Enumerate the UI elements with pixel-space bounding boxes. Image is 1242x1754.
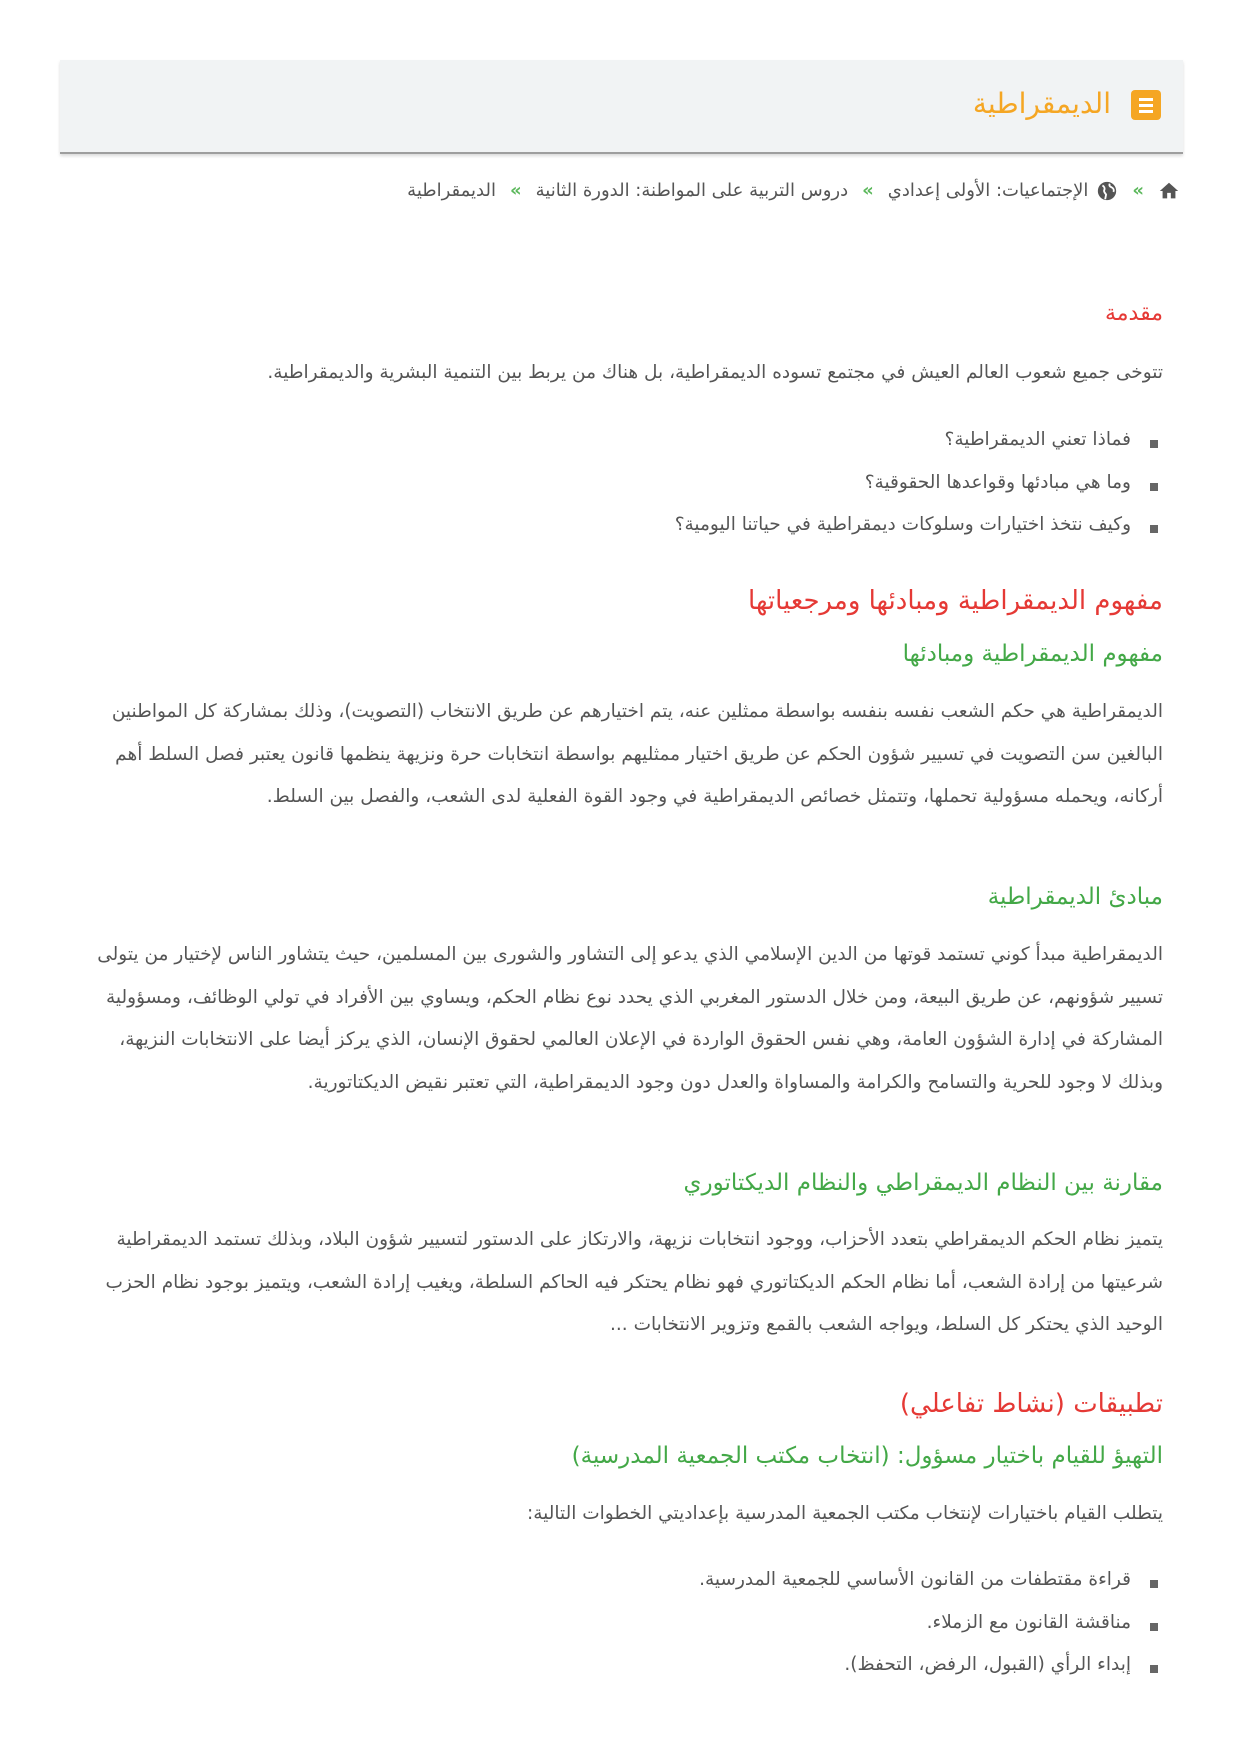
applications-heading: تطبيقات (نشاط تفاعلي) [899, 1389, 1163, 1419]
breadcrumb-separator: » [862, 180, 874, 201]
page-title: الديمقراطية [972, 87, 1111, 120]
principles-text: الديمقراطية مبدأ كوني تستمد قوتها من الدين الإسلامي الذي يدعو إلى التشاور والشورى بين المسلمين، حيث يتشاور الناس لإختيار من يتولى تسيير شؤونهم، عن طريق البيعة، ومن خلال الدستور المغربي الذي يحدد نوع نظام الحكم، ويساوي بين الأفراد في تولي الوظائف، ومسؤولية المشاركة في إدارة الشؤون العامة، وهي نفس الحقوق الواردة في الإعلان العالمي لحقوق الإنسان، الذي يركز أيضا على الانتخابات النزيهة، وبذلك لا وجود للحرية والتسامح والكرامة والمساواة والعدل دون وجود الديمقراطية، التي تعتبر نقيض الديكتاتورية. [97, 944, 1163, 1093]
home-icon[interactable] [1158, 180, 1180, 202]
list-item: مناقشة القانون مع الزملاء. [78, 1602, 1163, 1645]
intro-questions [78, 419, 1163, 547]
concept-text: الديمقراطية هي حكم الشعب نفسه بنفسه بواسطة ممثلين عنه، يتم اختيارهم عن طريق الانتخاب (التصويت)، وذلك بمشاركة كل المواطنين البالغين سن التصويت في تسيير شؤون الحكم عن طريق اختيار ممثليهم بواسطة انتخابات حرة ونزيهة ينظمها قانون يعتبر فصل السلط أهم أركانه، ويحمله مسؤولية تحملها، وتتمثل خصائص الديمقراطية في وجود القوة الفعلية لدى الشعب، والفصل بين السلط. [111, 701, 1163, 807]
intro-heading: مقدمة [1104, 301, 1163, 326]
list-item: وكيف نتخذ اختيارات وسلوكات ديمقراطية في حياتنا اليومية؟ [78, 504, 1163, 547]
applications-text: يتطلب القيام باختيارات لإنتخاب مكتب الجمعية المدرسية بإعداديتي الخطوات التالية: [527, 1503, 1163, 1524]
breadcrumb-link-social-studies[interactable]: الإجتماعيات: الأولى إعدادي [887, 180, 1089, 201]
comparison-text: يتميز نظام الحكم الديمقراطي بتعدد الأحزاب، ووجود انتخابات نزيهة، والارتكاز على الدستور لتسيير شؤون البلاد، وبذلك تستمد الديمقراطية شرعيتها من إرادة الشعب، أما نظام الحكم الديكتاتوري فهو نظام يحتكر فيه الحاكم السلطة، ويغيب إرادة الشعب، ويتميز بوجود نظام الحزب الوحيد الذي يحتكر كل السلط، ويواجه الشعب بالقمع وتزوير الانتخابات ... [105, 1229, 1163, 1335]
applications-steps [78, 1559, 1163, 1687]
section-heading-concept: مفهوم الديمقراطية ومبادئها ومرجعياتها [748, 586, 1163, 616]
breadcrumb-separator: » [509, 180, 522, 201]
breadcrumb-link-citizenship-lessons[interactable]: دروس التربية على المواطنة: الدورة الثانية [535, 180, 849, 201]
subheading-concept: مفهوم الديمقراطية ومبادئها [902, 641, 1163, 667]
intro-text: تتوخى جميع شعوب العالم العيش في مجتمع تسوده الديمقراطية، بل هناك من يربط بين التنمية البشرية والديمقراطية. [267, 362, 1163, 383]
list-item: إبداء الرأي (القبول، الرفض، التحفظ). [78, 1644, 1163, 1687]
document-icon [1131, 90, 1161, 120]
breadcrumb [407, 176, 1180, 206]
subheading-principles: مبادئ الديمقراطية [987, 884, 1163, 910]
list-item: وما هي مبادئها وقواعدها الحقوقية؟ [78, 462, 1163, 505]
breadcrumb-current: الديمقراطية [407, 180, 496, 201]
subheading-comparison: مقارنة بين النظام الديمقراطي والنظام الديكتاتوري [683, 1170, 1163, 1196]
list-item: فماذا تعني الديمقراطية؟ [78, 419, 1163, 462]
applications-subheading: التهيؤ للقيام باختيار مسؤول: (انتخاب مكتب الجمعية المدرسية) [571, 1443, 1163, 1469]
breadcrumb-separator: » [1132, 180, 1144, 201]
page-header [60, 60, 1183, 154]
globe-icon [1096, 180, 1118, 202]
list-item: قراءة مقتطفات من القانون الأساسي للجمعية المدرسية. [78, 1559, 1163, 1602]
